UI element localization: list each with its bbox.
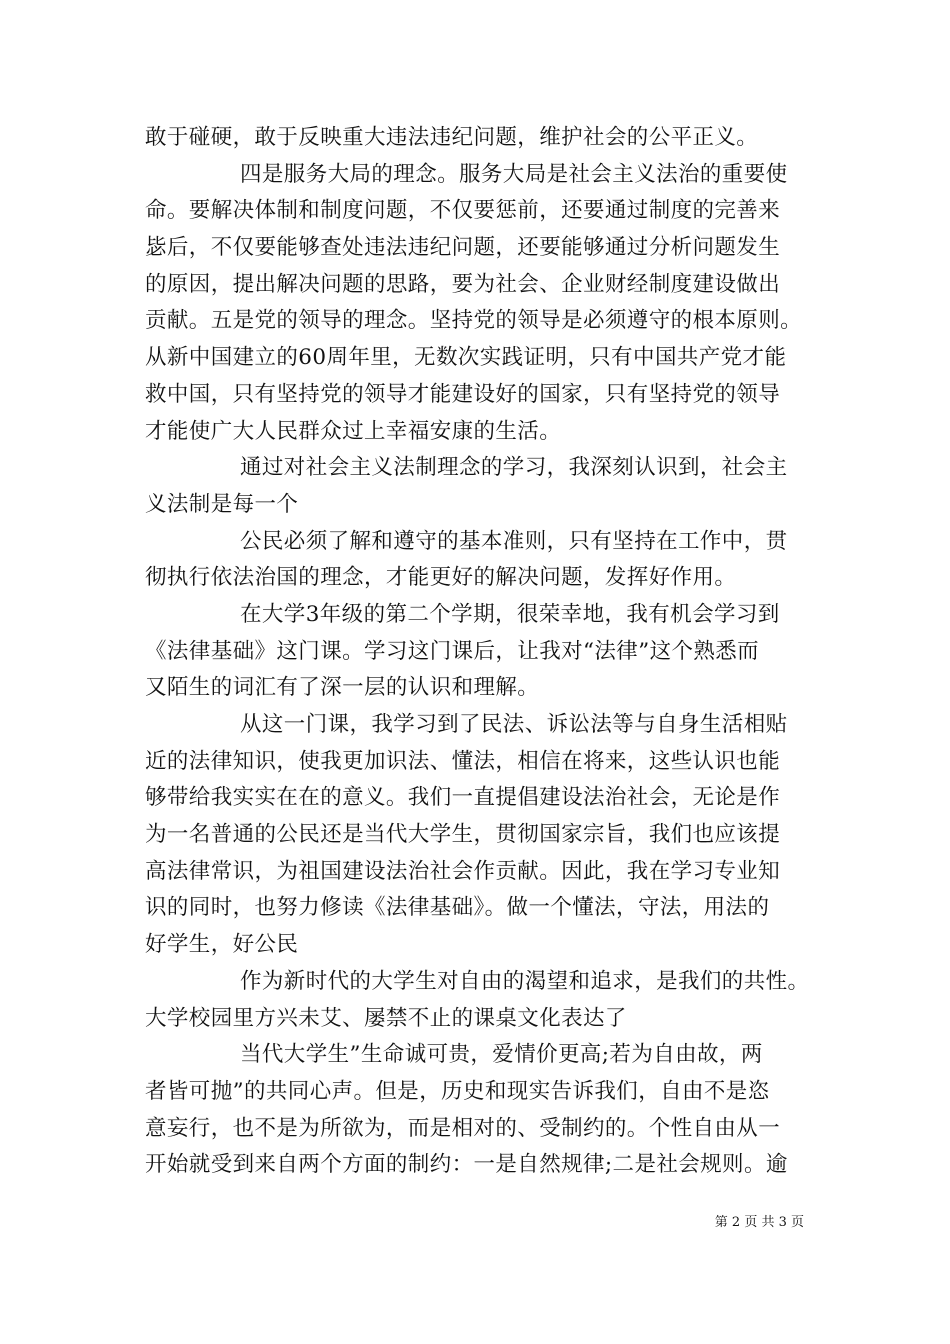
text-line: 者皆可抛”的共同心声。但是，历史和现实告诉我们，自由不是恣 (145, 1078, 770, 1104)
text-line: 近的法律知识，使我更加识法、懂法，相信在将来，这些认识也能 (145, 748, 781, 774)
text-line: 救中国，只有坚持党的领导才能建设好的国家，只有坚持党的领导 (145, 381, 781, 407)
text-line: 意妄行，也不是为所欲为，而是相对的、受制约的。个性自由从一 (145, 1115, 781, 1141)
text-line: 开始就受到来自两个方面的制约：一是自然规律;二是社会规则。逾 (145, 1152, 788, 1178)
text-line: 够带给我实实在在的意义。我们一直提倡建设法治社会，无论是作 (145, 785, 781, 811)
text-line: 的原因，提出解决问题的思路，要为社会、企业财经制度建设做出 (145, 271, 781, 297)
text-line: 彻执行依法治国的理念，才能更好的解决问题，发挥好作用。 (145, 565, 737, 591)
page-number: 第 2 页 共 3 页 (714, 1215, 804, 1230)
text-line: 义法制是每一个 (145, 491, 299, 517)
text-line: 公民必须了解和遵守的基本准则，只有坚持在工作中，贯 (240, 528, 788, 554)
text-line: 高法律常识，为祖国建设法治社会作贡献。因此，我在学习专业知 (145, 858, 781, 884)
text-line: 在大学3年级的第二个学期，很荣幸地，我有机会学习到 (240, 601, 780, 627)
text-line: 命。要解决体制和制度问题，不仅要惩前，还要通过制度的完善来 (145, 198, 781, 224)
text-line: 《法律基础》这门课。学习这门课后，让我对“法律”这个熟悉而 (145, 638, 760, 664)
text-line: 好学生，好公民 (145, 932, 299, 958)
document-body (145, 120, 827, 1184)
text-line: 识的同时，也努力修读《法律基础》。做一个懂法，守法，用法的 (145, 895, 770, 921)
text-line: 通过对社会主义法制理念的学习，我深刻认识到，社会主 (240, 455, 788, 481)
text-line: 才能使广大人民群众过上幸福安康的生活。 (145, 418, 562, 444)
text-line: 四是服务大局的理念。服务大局是社会主义法治的重要使 (240, 161, 788, 187)
text-line: 从这一门课，我学习到了民法、诉讼法等与自身生活相贴 (240, 712, 788, 737)
text-line: 作为新时代的大学生对自由的渴望和追求，是我们的共性。 (240, 968, 810, 994)
text-line: 当代大学生”生命诚可贵，爱情价更高;若为自由故，两 (240, 1042, 763, 1068)
text-line: 从新中国建立的60周年里，无数次实践证明，只有中国共产党才能 (145, 345, 787, 371)
text-line: 毖后，不仅要能够查处违法违纪问题，还要能够通过分析问题发生 (145, 235, 781, 261)
text-line: 大学校园里方兴未艾、屡禁不止的课桌文化表达了 (145, 1005, 627, 1031)
text-line: 为一名普通的公民还是当代大学生，贯彻国家宗旨，我们也应该提 (145, 822, 781, 848)
text-line: 敢于碰硬，敢于反映重大违法违纪问题，维护社会的公平正义。 (145, 125, 759, 150)
text-line: 贡献。五是党的领导的理念。坚持党的领导是必须遵守的根本原则。 (145, 308, 803, 334)
text-line: 又陌生的词汇有了深一层的认识和理解。 (145, 675, 540, 701)
